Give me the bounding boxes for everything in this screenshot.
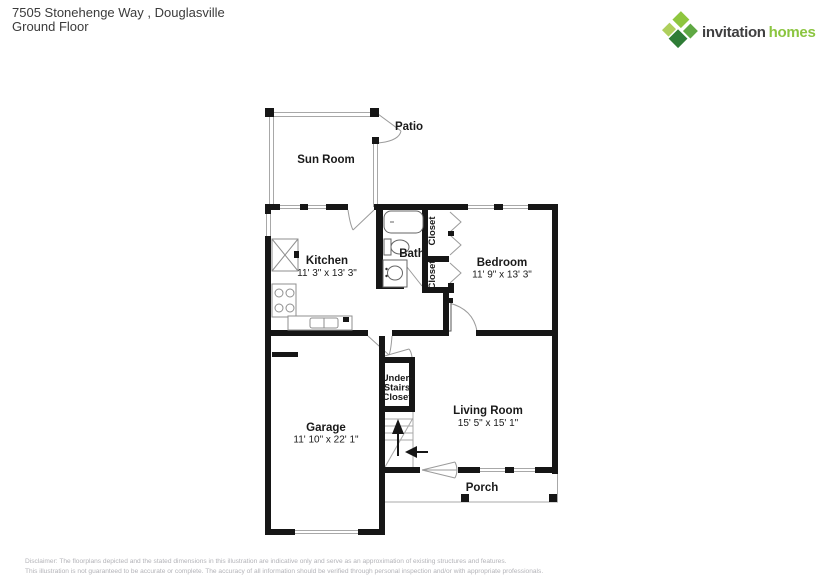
garage-door	[295, 531, 358, 534]
burner	[275, 289, 283, 297]
kitchen-left-window	[267, 214, 271, 236]
logo-word-invitation: invitation	[702, 23, 766, 41]
patio-label: Patio	[394, 121, 424, 133]
garage-dims: 11' 10" x 22' 1"	[293, 434, 359, 446]
logo-word-homes: homes	[768, 23, 816, 41]
counter-appliance	[343, 317, 349, 322]
kitchen-label: Kitchen	[305, 255, 349, 267]
disclaimer-line-2: This illustration is not guaranteed to be accurate or complete. The accuracy of all information should be verified through personal inspection and/or with appropriate professionals.	[25, 567, 544, 575]
living-room-dims: 15' 5" x 15' 1"	[457, 418, 519, 429]
faucet-dot	[385, 268, 387, 270]
closet-upper-label: Closet	[427, 216, 438, 246]
burner	[275, 304, 283, 312]
stair-arrows	[392, 419, 428, 458]
porch-post	[549, 494, 557, 502]
under-stairs-label-3: Closet	[382, 392, 412, 403]
address-title: 7505 Stonehenge Way , Douglasville	[12, 5, 225, 20]
kitchen-dims: 11' 3" x 13' 3"	[297, 268, 357, 279]
faucet-dot	[385, 275, 387, 277]
front-door	[422, 462, 457, 478]
under-stairs-label-1: Under-	[381, 373, 413, 384]
bedroom-label: Bedroom	[476, 257, 528, 269]
sun-room-post	[265, 108, 274, 117]
disclaimer-line-1: Disclaimer: The floorplans depicted and the stated dimensions in this illustration are indicative only and serve as an approximation of existing structures and features.	[25, 558, 507, 565]
floor-title: Ground Floor	[12, 19, 89, 34]
burner	[286, 289, 294, 297]
sun-room-label: Sun Room	[297, 154, 355, 166]
garage-label: Garage	[306, 422, 346, 434]
patio-door-post	[372, 137, 379, 144]
bathtub	[384, 211, 423, 233]
stove	[272, 284, 296, 317]
left-arrow-head	[405, 446, 417, 458]
bedroom-door-arc	[449, 303, 477, 331]
bath-label: Bath	[399, 248, 425, 260]
bedroom-dims: 11' 9" x 13' 3"	[472, 269, 532, 281]
under-stairs-label-2: Stairs	[383, 382, 411, 394]
bath-sink	[388, 266, 403, 280]
porch-label: Porch	[465, 482, 499, 494]
toilet-tank	[384, 239, 391, 255]
living-room-label: Living Room	[453, 405, 523, 417]
fridge-handle	[294, 251, 299, 258]
kitchen-door	[348, 210, 374, 230]
disclaimer	[25, 557, 805, 576]
sun-room-post	[370, 108, 379, 117]
under-stairs-closet-door	[381, 349, 412, 357]
closet-lower-label: Closet	[427, 260, 438, 290]
closet-lower-bifold	[450, 263, 461, 283]
burner	[286, 304, 294, 312]
porch-post	[461, 494, 469, 502]
